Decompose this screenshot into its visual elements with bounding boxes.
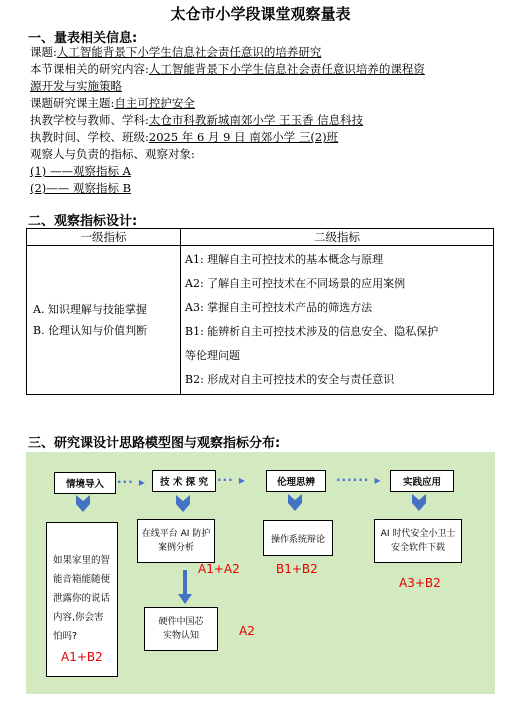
topic-value: 人工智能背景下小学生信息社会责任意识的培养研究	[56, 45, 322, 59]
level2-item: B2: 形成对自主可控技术的安全与责任意识	[185, 373, 395, 386]
observer-a: (1) ——观察指标 A	[30, 164, 131, 178]
topic-label: 课题:	[30, 45, 57, 59]
content-value-2: 源开发与实施策略	[30, 79, 122, 93]
hardware-line: 硬件中国芯	[158, 617, 204, 627]
content-row-2	[30, 78, 122, 95]
level1-item: B. 伦理认知与价值判断	[33, 324, 148, 337]
step-practice: 实践应用	[390, 470, 454, 492]
level2-item: B1: 能辨析自主可控技术涉及的信息安全、隐私保护	[185, 325, 439, 338]
header-level1: 一级指标	[27, 229, 181, 246]
content-row	[30, 61, 425, 78]
online-case-box	[137, 519, 215, 563]
dotted-arrow-icon: ··· ▸	[217, 473, 246, 487]
teacher-row	[30, 112, 363, 129]
indicator-tag: B1+B2	[276, 562, 318, 576]
teacher-value: 太仓市科教新城南郊小学 王玉香 信息科技	[148, 113, 364, 127]
down-arrow-icon	[176, 495, 190, 513]
observer-b: (2)—— 观察指标 B	[30, 181, 132, 195]
lesson-label: 课题研究课主题:	[30, 96, 115, 110]
topic-row	[30, 44, 321, 61]
question-line: 怕吗?	[53, 631, 78, 642]
online-case-line: 案例分析	[157, 543, 194, 553]
level1-cell	[27, 246, 181, 395]
online-case-line: 在线平台 AI 防护	[141, 529, 211, 539]
dotted-arrow-icon: ··· ▸	[117, 475, 146, 489]
content-value-1: 人工智能背景下小学生信息社会责任意识培养的课程资	[148, 62, 425, 76]
question-line: 能音箱能随便	[53, 574, 111, 585]
down-arrow-icon	[412, 494, 426, 512]
section3-heading: 三、研究课设计思路模型图与观察指标分布:	[28, 436, 281, 451]
step-explore: 技 术 探 究	[152, 470, 216, 492]
level1-item: A. 知识理解与技能掌握	[33, 303, 147, 316]
time-row	[30, 129, 338, 146]
section2-heading: 二、观察指标设计:	[28, 214, 138, 229]
question-line: 如果家里的智	[53, 555, 111, 566]
dotted-arrow-icon: ······ ▸	[336, 473, 382, 487]
page-title: 太仓市小学段课堂观察量表	[170, 5, 351, 23]
long-down-arrow-icon	[178, 570, 192, 604]
hardware-line: 实物认知	[162, 631, 199, 641]
level2-cell	[181, 246, 494, 395]
time-label: 执教时间、学校、班级:	[30, 130, 149, 144]
level2-item: A1: 理解自主可控技术的基本概念与原理	[185, 253, 384, 266]
indicator-tag: A1+A2	[198, 562, 240, 576]
os-debate-box: 操作系统辩论	[263, 520, 333, 556]
step-ethics: 伦理思辨	[266, 470, 326, 492]
content-label: 本节课相关的研究内容:	[30, 62, 149, 76]
question-line: 泄露你的说话	[53, 593, 111, 604]
indicator-tag: A3+B2	[399, 576, 441, 590]
level2-item: A3: 掌握自主可控技术产品的筛选方法	[185, 301, 373, 314]
down-arrow-icon	[76, 495, 90, 513]
indicator-table	[26, 228, 494, 395]
level2-item: 等伦理问题	[185, 349, 240, 362]
down-arrow-icon	[288, 494, 302, 512]
design-diagram	[26, 452, 495, 694]
indicator-tag: A1+B2	[61, 650, 103, 664]
level2-item: A2: 了解自主可控技术在不同场景的应用案例	[185, 277, 406, 290]
indicator-tag: A2	[239, 624, 255, 638]
safety-line: 安全软件下载	[390, 543, 445, 553]
lesson-row	[30, 95, 195, 112]
section1-heading: 一、量表相关信息:	[28, 31, 138, 46]
time-value: 2025 年 6 月 9 日 南郊小学 三(2)班	[148, 130, 339, 144]
observer-line: 观察人与负责的指标、观察对象:	[30, 147, 195, 161]
step-situation: 情境导入	[54, 472, 116, 494]
question-line: 内容,你会害	[53, 612, 104, 623]
lesson-value: 自主可控护安全	[114, 96, 195, 110]
hardware-chip-box	[144, 607, 218, 651]
safety-guard-box	[374, 519, 462, 563]
teacher-label: 执教学校与教师、学科:	[30, 113, 149, 127]
header-level2: 二级指标	[181, 229, 494, 246]
safety-line: AI 时代安全小卫士	[380, 529, 456, 539]
